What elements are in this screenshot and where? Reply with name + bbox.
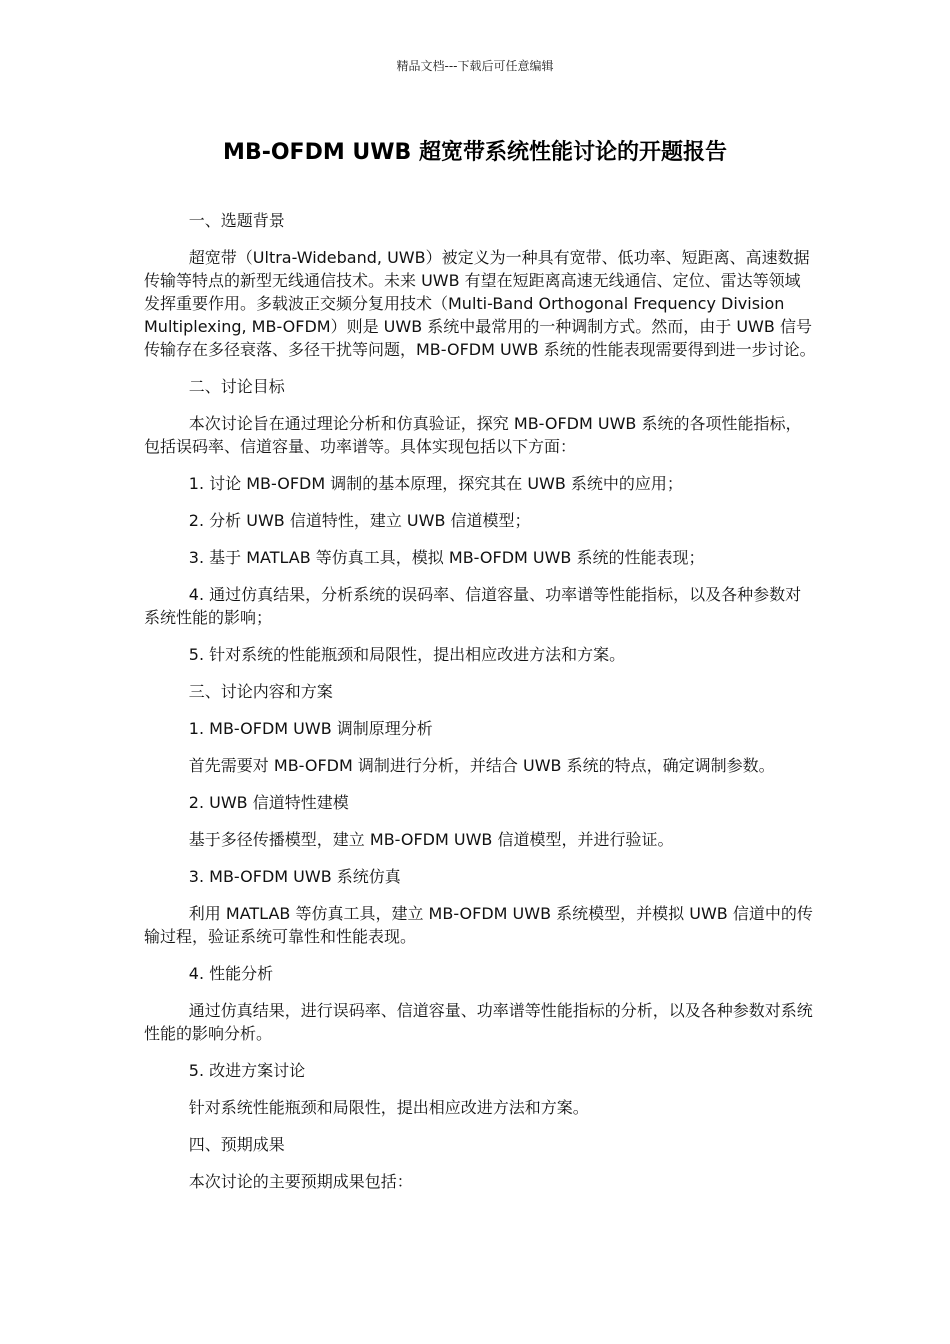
paragraph-outcomes-intro: 本次讨论的主要预期成果包括：	[188, 1172, 413, 1191]
section-heading-outcomes: 四、预期成果	[188, 1135, 285, 1154]
objective-item-1: 1. 讨论 MB-OFDM 调制的基本原理，探究其在 UWB 系统中的应用；	[188, 474, 683, 493]
page-header: 精品文档---下载后可任意编辑	[396, 59, 554, 73]
paragraph-improvement: 针对系统性能瓶颈和局限性，提出相应改进方法和方案。	[188, 1098, 589, 1117]
objective-item-4: 4. 通过仿真结果，分析系统的误码率、信道容量、功率谱等性能指标，以及各种参数对系统性能的影响；	[144, 585, 802, 627]
subheading-simulation: 3. MB-OFDM UWB 系统仿真	[188, 867, 401, 886]
subheading-channel: 2. UWB 信道特性建模	[188, 793, 349, 812]
objective-item-2: 2. 分析 UWB 信道特性，建立 UWB 信道模型；	[188, 511, 531, 530]
section-heading-objectives: 二、讨论目标	[188, 377, 285, 396]
subheading-modulation: 1. MB-OFDM UWB 调制原理分析	[188, 719, 433, 738]
paragraph-background: 超宽带（Ultra-Wideband, UWB）被定义为一种具有宽带、低功率、短距离、高速数据传输等特点的新型无线通信技术。未来 UWB 有望在短距离高速无线通信、定位、雷达等领域发挥重要作用。多载波正交频分复用技术（Multi-Band Orthogonal Frequency Division Multiplexing, MB-OFDM）则是 UWB 系统中最常用的一种调制方式。然而，由于 UWB 信号传输存在多径衰落、多径干扰等问题，MB-OFDM UWB 系统的性能表现需要得到进一步讨论。	[144, 248, 816, 359]
document-body	[144, 209, 816, 1207]
objective-item-5: 5. 针对系统的性能瓶颈和局限性，提出相应改进方法和方案。	[188, 645, 626, 664]
subheading-improvement: 5. 改进方案讨论	[188, 1061, 306, 1080]
document-title: MB-OFDM UWB 超宽带系统性能讨论的开题报告	[223, 140, 727, 165]
subheading-performance: 4. 性能分析	[188, 964, 274, 983]
section-heading-content: 三、讨论内容和方案	[188, 682, 333, 701]
objective-item-3: 3. 基于 MATLAB 等仿真工具，模拟 MB-OFDM UWB 系统的性能表现；	[188, 548, 705, 567]
section-heading-background: 一、选题背景	[188, 211, 285, 230]
paragraph-simulation: 利用 MATLAB 等仿真工具，建立 MB-OFDM UWB 系统模型，并模拟 UWB 信道中的传输过程，验证系统可靠性和性能表现。	[144, 904, 813, 946]
paragraph-channel: 基于多径传播模型，建立 MB-OFDM UWB 信道模型，并进行验证。	[188, 830, 674, 849]
paragraph-objectives-intro: 本次讨论旨在通过理论分析和仿真验证，探究 MB-OFDM UWB 系统的各项性能指标，包括误码率、信道容量、功率谱等。具体实现包括以下方面：	[144, 414, 802, 456]
paragraph-performance: 通过仿真结果，进行误码率、信道容量、功率谱等性能指标的分析，以及各种参数对系统性能的影响分析。	[144, 1001, 813, 1043]
paragraph-modulation: 首先需要对 MB-OFDM 调制进行分析，并结合 UWB 系统的特点，确定调制参数。	[188, 756, 775, 775]
